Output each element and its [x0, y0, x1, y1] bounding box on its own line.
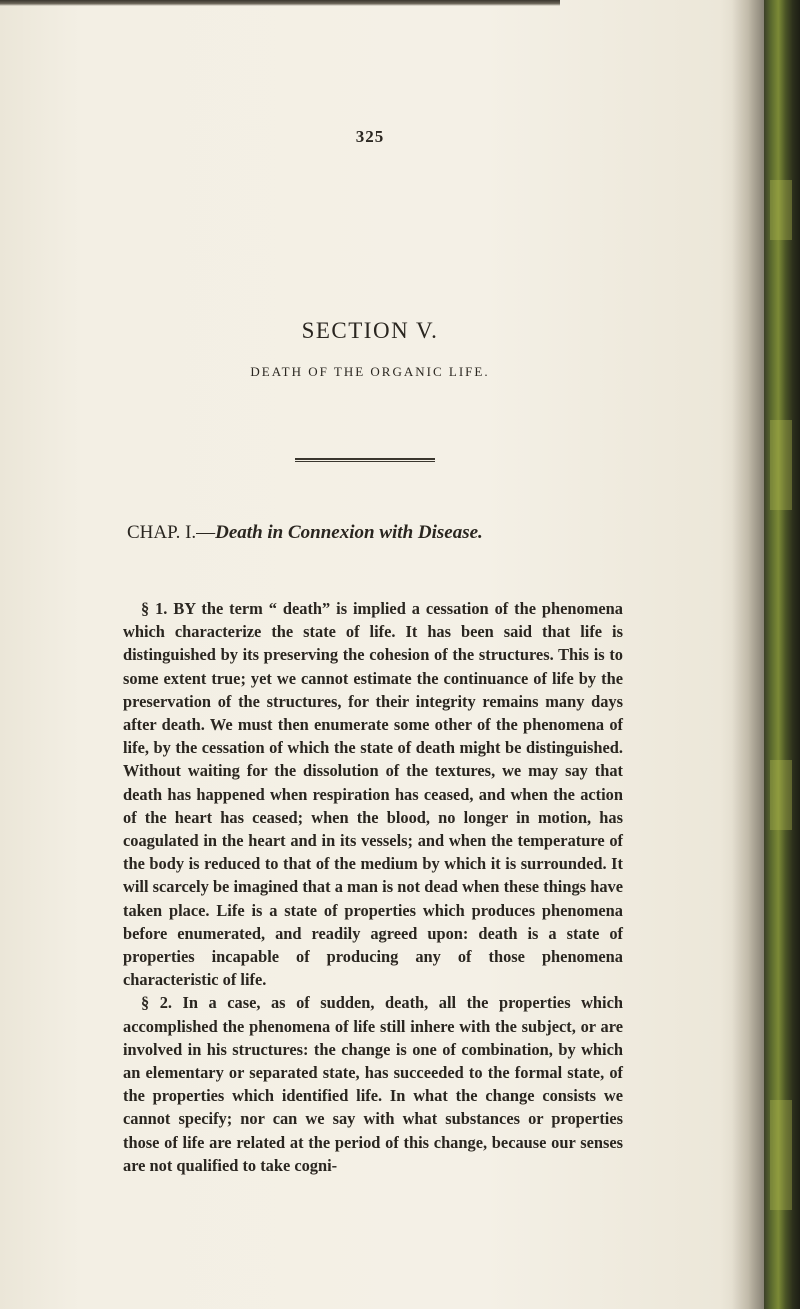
binding-shadow	[732, 0, 768, 1309]
chapter-label: CHAP. I.—	[127, 522, 216, 543]
page-number: 325	[355, 127, 385, 146]
page-top-edge-shadow	[0, 0, 560, 6]
section-subtitle: DEATH OF THE ORGANIC LIFE.	[250, 364, 490, 379]
paragraph-1: § 1. BY the term “ death” is implied a cessation of the phenomena which characterize the state of life. It has been said that life is distinguished by its preserving the cohesion of the structures. This is to some extent true; yet we cannot estimate the continuance of life by the preservation of the structures, for their integrity remains many days after death. We must then enumerate some other of the phenomena of life, by the cessation of which the state of death might be distinguished. Without waiting for the dissolution of the textures, we may say that death has happened when respiration has ceased, and when the action of the heart has ceased; when the blood, no longer in motion, has coagulated in the heart and in its vessels; and when the temperature of the body is reduced to that of the medium by which it is surrounded. It will scarcely be imagined that a man is not dead when these things have taken place. Life is a state of properties which produces phenomena before enumerated, and readily agreed upon: death is a state of properties incapable of producing any of those phenomena characteristic of life.	[123, 599, 623, 990]
section-title: SECTION V.	[301, 318, 439, 343]
decorative-rule	[295, 458, 435, 462]
body-text	[123, 597, 623, 1177]
chapter-heading	[127, 522, 647, 544]
book-binding-gutter	[764, 0, 800, 1309]
chapter-title: Death in Connexion with Disease.	[215, 522, 483, 543]
paragraph-2: § 2. In a case, as of sudden, death, all the properties which accomplished the phenomena of life still inhere with the subject, or are involved in his structures: the change is one of combination, by which an elementary or separated state, has succeeded to the formal state, of the properties which identified life. In what the change consists we cannot specify; nor can we say with what substances or properties those of life are related at the period of this change, because our senses are not qualified to take cogni-	[123, 993, 623, 1175]
